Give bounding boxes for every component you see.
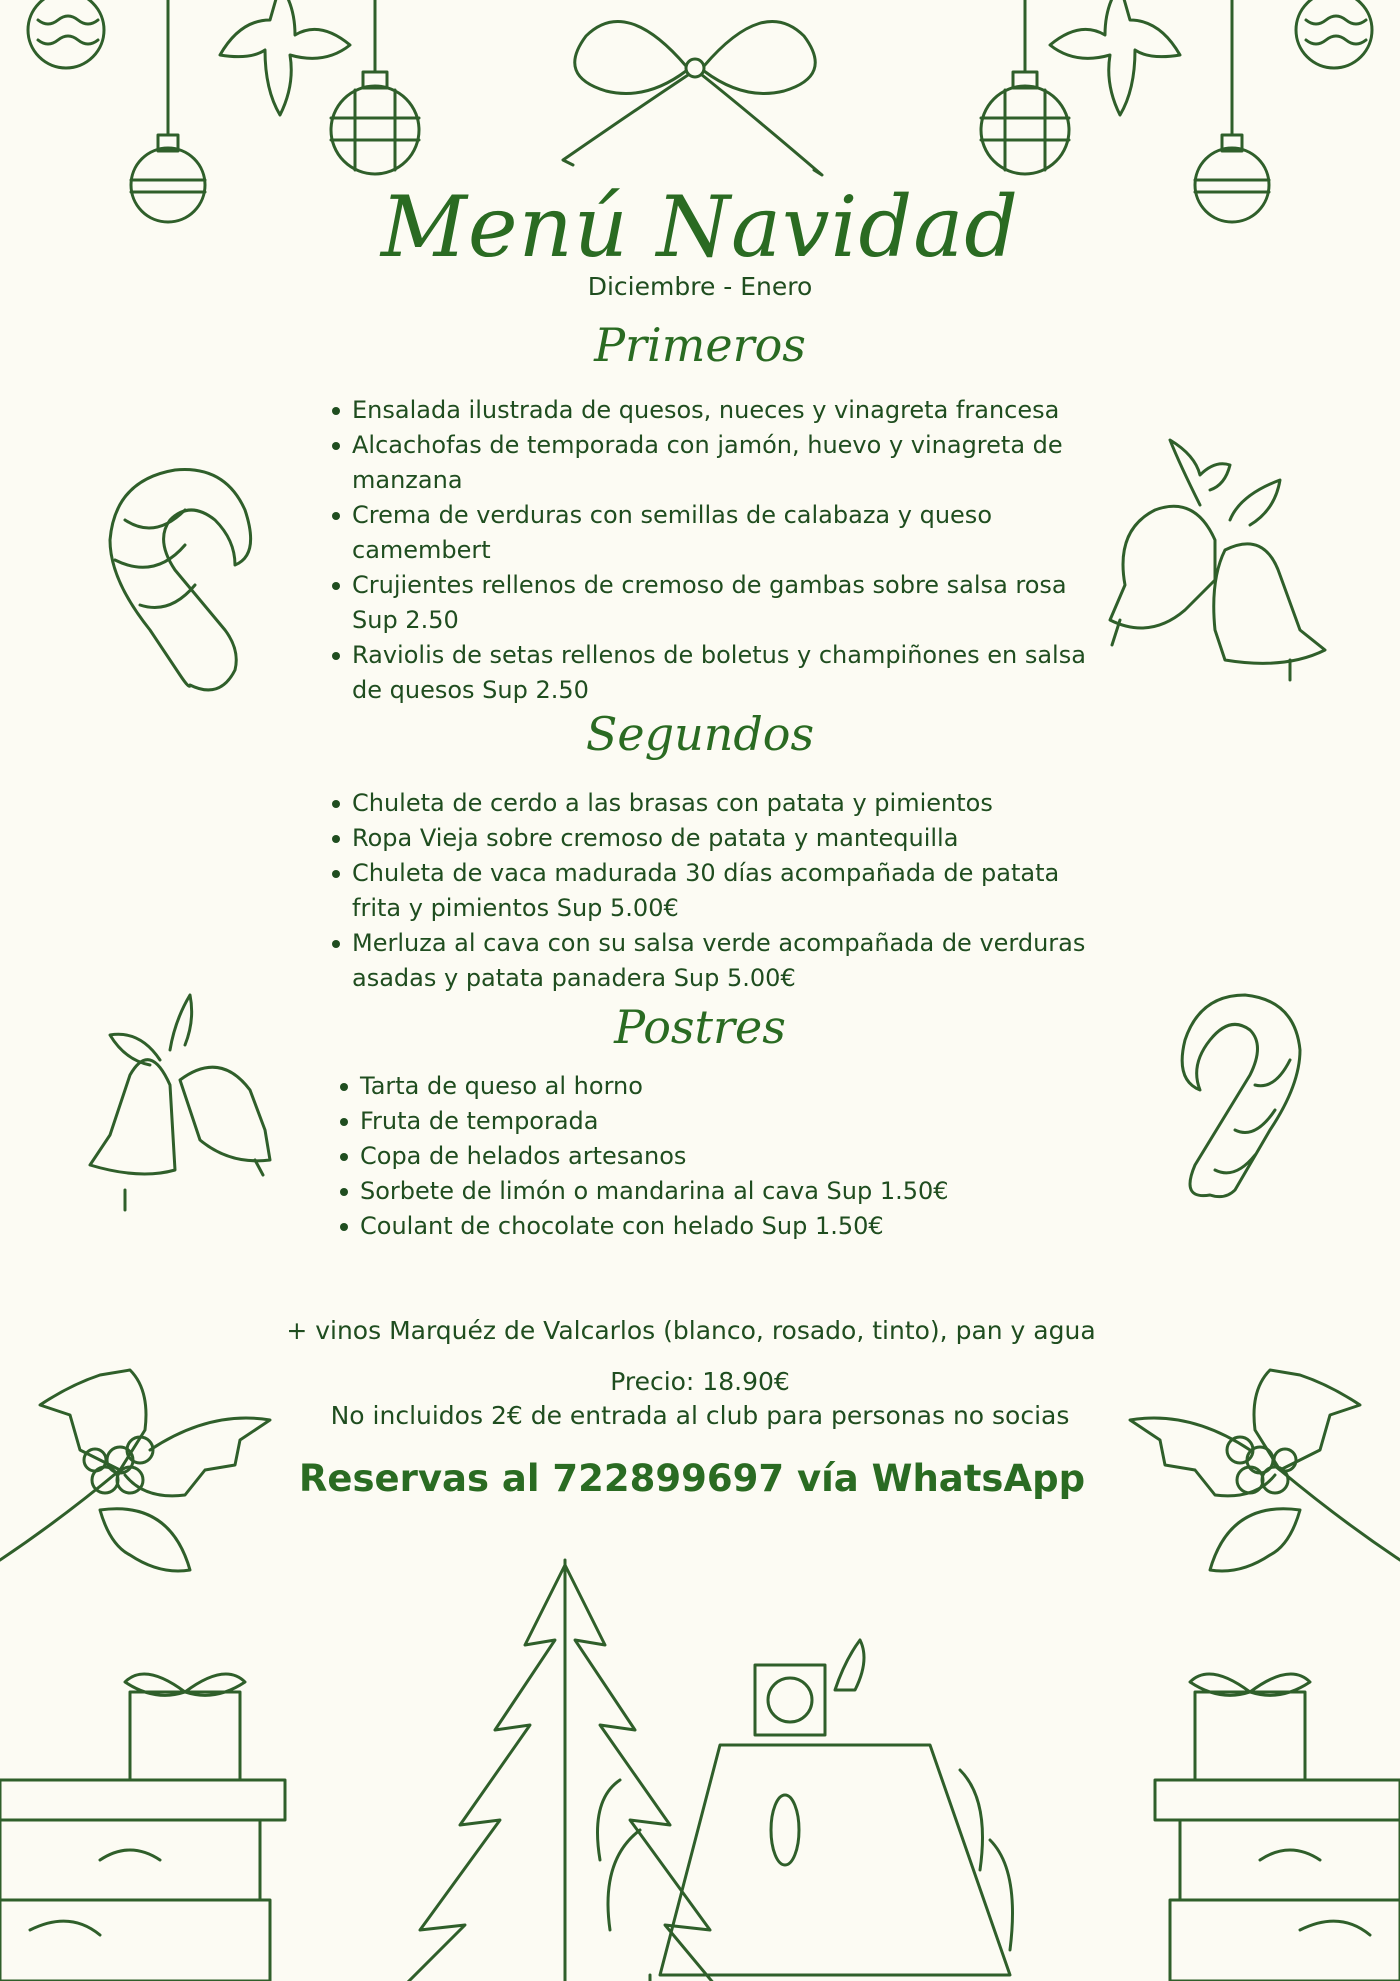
list-item: Ropa Vieja sobre cremoso de patata y mantequilla [330,821,1090,856]
christmas-tree-icon [405,1560,715,1981]
list-item: Chuleta de cerdo a las brasas con patata y pimientos [330,786,1090,821]
list-item: Fruta de temporada [338,1104,1098,1139]
ornament-icon [28,0,104,68]
section-heading-segundos: Segundos [585,707,815,761]
postres-list [338,1069,1098,1244]
list-item: Raviolis de setas rellenos de boletus y champiñones en salsa de quesos Sup 2.50 [330,638,1090,708]
list-item: Copa de helados artesanos [338,1139,1098,1174]
gift-box-icon [1155,1674,1400,1981]
section-heading-postres: Postres [614,1000,786,1054]
list-item: Crujientes rellenos de cremoso de gambas sobre salsa rosa Sup 2.50 [330,568,1090,638]
list-item: Alcachofas de temporada con jamón, huevo y vinagreta de manzana [330,428,1090,498]
list-item: Sorbete de limón o mandarina al cava Sup 1.50€ [338,1174,1098,1209]
reservation-contact: Reservas al 722899697 vía WhatsApp [298,1457,1086,1500]
gift-box-icon [0,1674,285,1981]
ornament-icon [1296,0,1372,68]
section-heading-primeros: Primeros [594,318,806,372]
wine-note: + vinos Marquéz de Valcarlos (blanco, rosado, tinto), pan y agua [286,1316,1096,1345]
entry-fee-note: No incluidos 2€ de entrada al club para personas no socias [330,1401,1070,1430]
bow-icon [563,21,822,175]
menu-subtitle: Diciembre - Enero [587,272,813,301]
menu-title: Menú Navidad [380,178,1020,276]
list-item: Tarta de queso al horno [338,1069,1098,1104]
bells-icon [1110,440,1325,680]
primeros-list [330,393,1090,708]
list-item: Coulant de chocolate con helado Sup 1.50€ [338,1209,1098,1244]
list-item: Chuleta de vaca madurada 30 días acompañada de patata frita y pimientos Sup 5.00€ [330,856,1090,926]
ornament-icon [331,0,419,174]
list-item: Merluza al cava con su salsa verde acompañada de verduras asadas y patata panadera Sup 5.00€ [330,926,1090,996]
ornament-icon [1050,0,1180,115]
candy-cane-icon [110,470,251,691]
list-item: Ensalada ilustrada de quesos, nueces y vinagreta francesa [330,393,1090,428]
segundos-list [330,786,1090,996]
ornament-icon [220,0,350,115]
price-label: Precio: 18.90€ [610,1367,790,1396]
list-item: Crema de verduras con semillas de calabaza y queso camembert [330,498,1090,568]
ornament-icon [981,0,1069,174]
